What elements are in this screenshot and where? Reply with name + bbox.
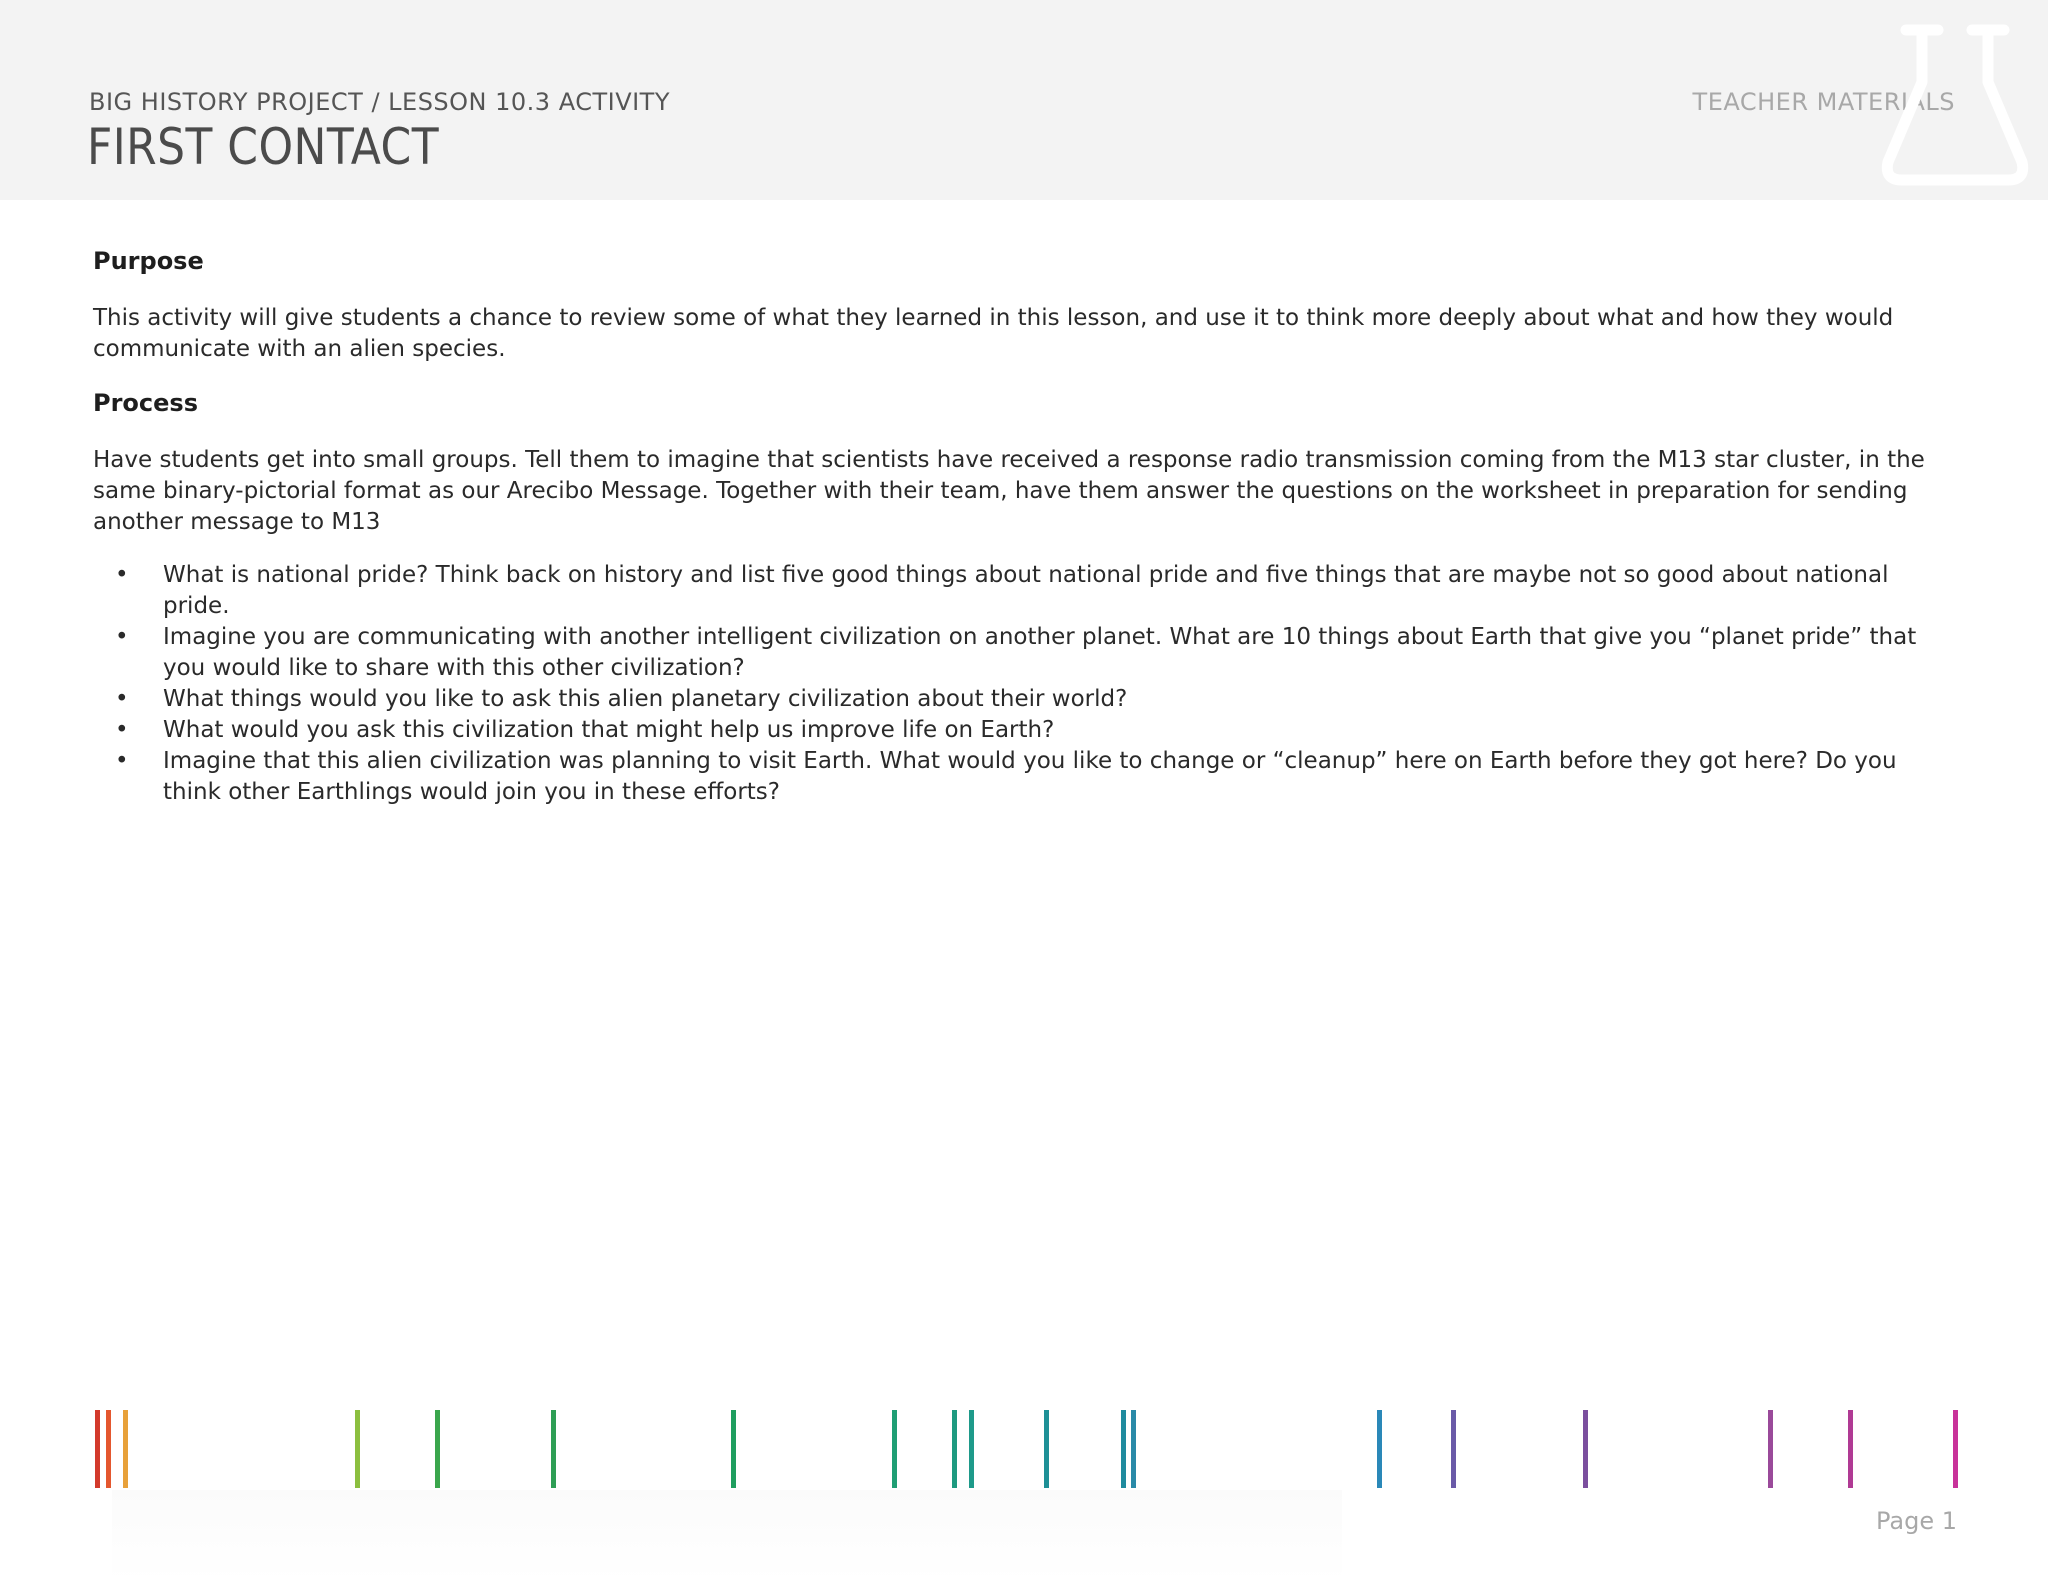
list-item — [93, 560, 1953, 622]
purpose-heading: Purpose — [93, 247, 204, 275]
timeline-bar — [731, 1410, 736, 1488]
bullet-icon: • — [115, 562, 129, 588]
list-item — [93, 746, 1953, 808]
bullet-icon: • — [115, 748, 129, 774]
question-text: What is national pride? Think back on history and list five good things about national pride and five things that are maybe not so good about national pride. — [163, 562, 1889, 619]
question-text: What would you ask this civilization that might help us improve life on Earth? — [163, 717, 1055, 743]
bullet-icon: • — [115, 717, 129, 743]
timeline-bar — [1451, 1410, 1456, 1488]
bullet-icon: • — [115, 686, 129, 712]
timeline-bar — [1121, 1410, 1126, 1488]
timeline-bar — [952, 1410, 957, 1488]
timeline-bar — [1377, 1410, 1382, 1488]
timeline-bar — [1583, 1410, 1588, 1488]
timeline-bar — [1953, 1410, 1958, 1488]
timeline-bar — [123, 1410, 128, 1488]
question-text: Imagine you are communicating with another intelligent civilization on another planet. What are 10 things about Earth that give you “planet pride” that you would like to share with this other civilization? — [163, 624, 1917, 681]
page-title: FIRST CONTACT — [87, 118, 440, 176]
list-item — [93, 684, 1953, 715]
timeline-bar — [435, 1410, 440, 1488]
timeline-bar — [1848, 1410, 1853, 1488]
list-item — [93, 715, 1953, 746]
timeline-bar — [1768, 1410, 1773, 1488]
process-heading: Process — [93, 389, 198, 417]
series-label: BIG HISTORY PROJECT / LESSON 10.3 ACTIVITY — [89, 88, 671, 116]
question-text: What things would you like to ask this alien planetary civilization about their world? — [163, 686, 1128, 712]
audience-label: TEACHER MATERIALS — [1692, 88, 1955, 116]
timeline-bar — [106, 1410, 111, 1488]
timeline-bars — [0, 1410, 2048, 1490]
list-item — [93, 622, 1953, 684]
timeline-bar — [969, 1410, 974, 1488]
question-text: Imagine that this alien civilization was planning to visit Earth. What would you like to change or “cleanup” here on Earth before they got here? Do you think other Earthlings would join you in these efforts? — [163, 748, 1897, 805]
question-list — [93, 560, 1953, 808]
bullet-icon: • — [115, 624, 129, 650]
purpose-text: This activity will give students a chance to review some of what they learned in this lesson, and use it to think more deeply about what and how they would communicate with an alien species. — [93, 305, 1894, 362]
timeline-bar — [355, 1410, 360, 1488]
document-body — [93, 245, 1953, 808]
flask-icon — [1880, 24, 2030, 186]
timeline-bar — [551, 1410, 556, 1488]
timeline-bar — [1044, 1410, 1049, 1488]
timeline-bar — [892, 1410, 897, 1488]
footer-shadow — [112, 1490, 1342, 1582]
timeline-bar — [1131, 1410, 1136, 1488]
process-text: Have students get into small groups. Tell them to imagine that scientists have received a response radio transmission coming from the M13 star cluster, in the same binary-pictorial format as our Arecibo Message. Together with their team, have them answer the questions on the worksheet in preparation for sending another message to M13 — [93, 447, 1925, 535]
timeline-bar — [95, 1410, 100, 1488]
page-number: Page 1 — [1876, 1507, 1957, 1535]
